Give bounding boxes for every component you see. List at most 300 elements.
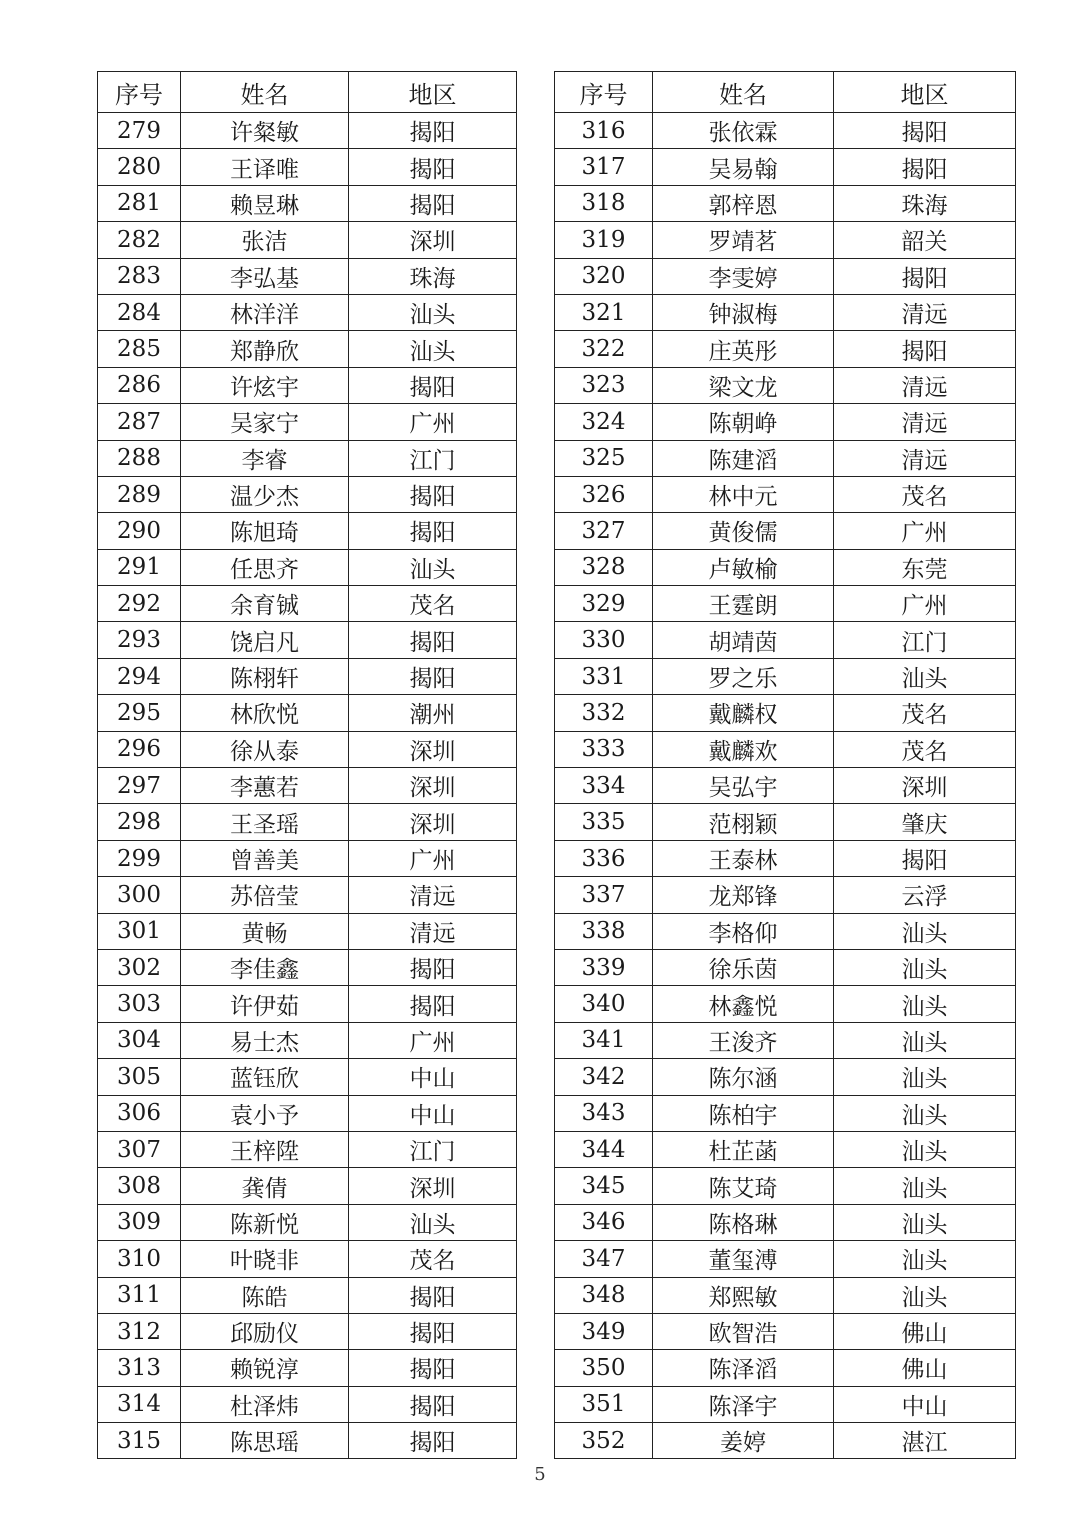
cell-region: 韶关 [834,222,1016,258]
cell-region: 揭阳 [349,622,517,658]
cell-region: 汕头 [349,294,517,330]
table-row [555,294,1016,330]
table-header-row [98,72,517,113]
cell-number: 351 [555,1386,653,1422]
cell-region: 揭阳 [349,149,517,185]
cell-number: 345 [555,1168,653,1204]
table-row [555,586,1016,622]
cell-number: 337 [555,877,653,913]
cell-region: 揭阳 [349,113,517,149]
cell-number: 343 [555,1095,653,1131]
cell-number: 308 [98,1168,181,1204]
cell-region: 揭阳 [349,1423,517,1459]
table-row [98,549,517,585]
cell-number: 283 [98,258,181,294]
cell-region: 揭阳 [834,331,1016,367]
table-row [555,949,1016,985]
cell-number: 329 [555,586,653,622]
cell-name: 罗靖茗 [653,222,834,258]
cell-region: 汕头 [834,949,1016,985]
cell-region: 潮州 [349,695,517,731]
table-row [98,294,517,330]
cell-region: 广州 [349,840,517,876]
table-row [98,986,517,1022]
cell-number: 325 [555,440,653,476]
table-row [555,731,1016,767]
cell-region: 清远 [834,440,1016,476]
cell-region: 中山 [349,1095,517,1131]
table-row [555,1386,1016,1422]
cell-region: 揭阳 [349,1313,517,1349]
cell-number: 301 [98,913,181,949]
table-row [555,804,1016,840]
cell-region: 汕头 [834,1095,1016,1131]
cell-number: 318 [555,185,653,221]
cell-name: 邱励仪 [181,1313,349,1349]
cell-number: 288 [98,440,181,476]
header-region: 地区 [349,72,517,113]
cell-name: 杜泽炜 [181,1386,349,1422]
table-row [98,695,517,731]
cell-number: 297 [98,768,181,804]
cell-name: 陈柏宇 [653,1095,834,1131]
cell-number: 334 [555,768,653,804]
cell-region: 揭阳 [349,185,517,221]
cell-region: 深圳 [834,768,1016,804]
cell-number: 315 [98,1423,181,1459]
cell-number: 313 [98,1350,181,1386]
cell-number: 302 [98,949,181,985]
cell-number: 350 [555,1350,653,1386]
cell-region: 佛山 [834,1350,1016,1386]
cell-name: 李佳鑫 [181,949,349,985]
cell-name: 梁文龙 [653,367,834,403]
cell-region: 茂名 [349,1241,517,1277]
cell-region: 揭阳 [349,367,517,403]
table-row [98,1423,517,1459]
cell-name: 陈艾琦 [653,1168,834,1204]
cell-name: 易士杰 [181,1022,349,1058]
cell-region: 揭阳 [349,476,517,512]
cell-name: 姜婷 [653,1423,834,1459]
cell-name: 陈皓 [181,1277,349,1313]
cell-region: 深圳 [349,804,517,840]
cell-number: 328 [555,549,653,585]
table-row [555,1131,1016,1167]
cell-region: 汕头 [834,913,1016,949]
header-region: 地区 [834,72,1016,113]
table-row [98,586,517,622]
cell-number: 284 [98,294,181,330]
cell-region: 深圳 [349,1168,517,1204]
cell-number: 332 [555,695,653,731]
cell-region: 揭阳 [834,149,1016,185]
cell-name: 林洋洋 [181,294,349,330]
table-row [555,1313,1016,1349]
cell-region: 茂名 [834,476,1016,512]
table-row [555,986,1016,1022]
cell-number: 342 [555,1059,653,1095]
table-row [555,622,1016,658]
table-row [555,440,1016,476]
cell-region: 汕头 [834,1277,1016,1313]
cell-number: 307 [98,1131,181,1167]
cell-region: 清远 [834,404,1016,440]
cell-number: 335 [555,804,653,840]
cell-region: 茂名 [834,731,1016,767]
cell-number: 311 [98,1277,181,1313]
table-row [555,1022,1016,1058]
cell-name: 陈思瑶 [181,1423,349,1459]
table-row [98,404,517,440]
table-row [98,1059,517,1095]
table-row [98,768,517,804]
cell-region: 揭阳 [834,258,1016,294]
cell-number: 338 [555,913,653,949]
table-row [98,622,517,658]
cell-number: 336 [555,840,653,876]
cell-region: 广州 [349,404,517,440]
page-number: 5 [534,1464,546,1485]
table-row [555,113,1016,149]
cell-name: 陈朝峥 [653,404,834,440]
table-row [555,768,1016,804]
table-row [98,1022,517,1058]
cell-region: 云浮 [834,877,1016,913]
table-row [555,258,1016,294]
cell-name: 董玺溥 [653,1241,834,1277]
cell-number: 280 [98,149,181,185]
table-row [98,113,517,149]
table-row [555,222,1016,258]
cell-region: 江门 [349,440,517,476]
cell-name: 李弘基 [181,258,349,294]
cell-number: 340 [555,986,653,1022]
table-row [555,185,1016,221]
cell-name: 钟淑梅 [653,294,834,330]
cell-name: 叶晓非 [181,1241,349,1277]
cell-name: 陈栩轩 [181,658,349,694]
cell-region: 揭阳 [349,949,517,985]
cell-region: 清远 [834,294,1016,330]
table-row [555,404,1016,440]
cell-number: 279 [98,113,181,149]
cell-number: 346 [555,1204,653,1240]
table-row [555,913,1016,949]
cell-number: 317 [555,149,653,185]
table-row [98,1313,517,1349]
cell-number: 323 [555,367,653,403]
cell-number: 298 [98,804,181,840]
cell-region: 汕头 [834,1131,1016,1167]
cell-name: 陈建滔 [653,440,834,476]
cell-region: 中山 [349,1059,517,1095]
cell-name: 郭梓恩 [653,185,834,221]
cell-number: 299 [98,840,181,876]
cell-name: 王梓陞 [181,1131,349,1167]
cell-number: 281 [98,185,181,221]
table-row [555,877,1016,913]
cell-name: 黄俊儒 [653,513,834,549]
table-row [98,1241,517,1277]
cell-name: 曾善美 [181,840,349,876]
cell-name: 张依霖 [653,113,834,149]
cell-region: 汕头 [834,1204,1016,1240]
cell-name: 王泰林 [653,840,834,876]
table-row [98,222,517,258]
cell-region: 湛江 [834,1423,1016,1459]
cell-region: 汕头 [349,549,517,585]
table-row [555,331,1016,367]
cell-name: 李睿 [181,440,349,476]
cell-region: 揭阳 [349,658,517,694]
cell-number: 330 [555,622,653,658]
cell-number: 295 [98,695,181,731]
table-row [555,1168,1016,1204]
cell-region: 肇庆 [834,804,1016,840]
cell-number: 349 [555,1313,653,1349]
cell-name: 黄畅 [181,913,349,949]
table-row [555,1350,1016,1386]
header-name: 姓名 [181,72,349,113]
cell-name: 林中元 [653,476,834,512]
cell-name: 罗之乐 [653,658,834,694]
table-row [98,185,517,221]
cell-region: 揭阳 [834,840,1016,876]
cell-number: 333 [555,731,653,767]
cell-number: 294 [98,658,181,694]
cell-name: 戴麟权 [653,695,834,731]
table-row [98,258,517,294]
cell-number: 303 [98,986,181,1022]
cell-name: 赖昱琳 [181,185,349,221]
cell-name: 陈尔涵 [653,1059,834,1095]
cell-region: 深圳 [349,222,517,258]
cell-region: 揭阳 [349,1386,517,1422]
table-row [98,1277,517,1313]
cell-region: 茂名 [834,695,1016,731]
cell-number: 319 [555,222,653,258]
cell-region: 汕头 [834,1022,1016,1058]
cell-number: 312 [98,1313,181,1349]
cell-number: 310 [98,1241,181,1277]
cell-number: 304 [98,1022,181,1058]
cell-number: 352 [555,1423,653,1459]
cell-region: 汕头 [834,1168,1016,1204]
cell-number: 290 [98,513,181,549]
cell-name: 龚倩 [181,1168,349,1204]
cell-number: 306 [98,1095,181,1131]
cell-region: 汕头 [834,1241,1016,1277]
cell-region: 珠海 [834,185,1016,221]
cell-number: 339 [555,949,653,985]
cell-name: 袁小予 [181,1095,349,1131]
table-row [555,367,1016,403]
table-row [555,1241,1016,1277]
cell-number: 282 [98,222,181,258]
cell-name: 陈旭琦 [181,513,349,549]
cell-name: 陈新悦 [181,1204,349,1240]
cell-name: 欧智浩 [653,1313,834,1349]
cell-number: 344 [555,1131,653,1167]
table-row [555,149,1016,185]
cell-number: 287 [98,404,181,440]
roster-table-left [97,71,517,1459]
table-row [555,549,1016,585]
table-row [555,1423,1016,1459]
cell-number: 331 [555,658,653,694]
table-row [98,1386,517,1422]
table-row [98,149,517,185]
cell-name: 戴麟欢 [653,731,834,767]
table-row [98,440,517,476]
cell-name: 苏倍莹 [181,877,349,913]
cell-number: 320 [555,258,653,294]
table-row [98,1204,517,1240]
cell-region: 揭阳 [349,986,517,1022]
table-row [555,695,1016,731]
cell-region: 揭阳 [349,1350,517,1386]
cell-name: 李格仰 [653,913,834,949]
cell-region: 汕头 [834,658,1016,694]
cell-name: 郑静欣 [181,331,349,367]
cell-name: 王浚齐 [653,1022,834,1058]
cell-number: 314 [98,1386,181,1422]
cell-name: 张洁 [181,222,349,258]
header-name: 姓名 [653,72,834,113]
table-row [555,1095,1016,1131]
cell-region: 广州 [834,586,1016,622]
cell-region: 揭阳 [834,113,1016,149]
cell-name: 徐从泰 [181,731,349,767]
cell-region: 汕头 [834,986,1016,1022]
table-row [98,840,517,876]
cell-name: 吴家宁 [181,404,349,440]
header-number: 序号 [98,72,181,113]
cell-name: 吴易翰 [653,149,834,185]
cell-name: 陈格琳 [653,1204,834,1240]
table-row [98,1095,517,1131]
cell-number: 300 [98,877,181,913]
table-row [98,331,517,367]
table-row [98,476,517,512]
roster-table-right [554,71,1016,1459]
cell-region: 中山 [834,1386,1016,1422]
cell-name: 范栩颖 [653,804,834,840]
table-row [555,1059,1016,1095]
cell-region: 珠海 [349,258,517,294]
cell-name: 余育铖 [181,586,349,622]
table-row [555,513,1016,549]
cell-name: 蓝钰欣 [181,1059,349,1095]
table-row [98,367,517,403]
cell-region: 江门 [349,1131,517,1167]
table-row [98,1350,517,1386]
table-row [98,658,517,694]
table-row [555,1204,1016,1240]
cell-region: 揭阳 [349,513,517,549]
table-header-row [555,72,1016,113]
table-row [555,476,1016,512]
table-row [98,1168,517,1204]
cell-number: 309 [98,1204,181,1240]
cell-name: 龙郑锋 [653,877,834,913]
cell-number: 347 [555,1241,653,1277]
cell-number: 348 [555,1277,653,1313]
cell-number: 327 [555,513,653,549]
table-row [98,877,517,913]
cell-name: 吴弘宇 [653,768,834,804]
cell-number: 326 [555,476,653,512]
cell-name: 陈泽滔 [653,1350,834,1386]
cell-name: 胡靖茵 [653,622,834,658]
cell-number: 322 [555,331,653,367]
cell-region: 广州 [834,513,1016,549]
cell-name: 徐乐茵 [653,949,834,985]
table-row [555,658,1016,694]
cell-number: 286 [98,367,181,403]
table-row [555,1277,1016,1313]
cell-name: 许炫宇 [181,367,349,403]
cell-name: 郑熙敏 [653,1277,834,1313]
cell-name: 杜芷菡 [653,1131,834,1167]
cell-number: 324 [555,404,653,440]
cell-number: 285 [98,331,181,367]
cell-name: 温少杰 [181,476,349,512]
cell-number: 289 [98,476,181,512]
cell-name: 赖锐淳 [181,1350,349,1386]
table-row [98,913,517,949]
cell-name: 王圣瑶 [181,804,349,840]
cell-number: 316 [555,113,653,149]
cell-name: 卢敏榆 [653,549,834,585]
cell-region: 茂名 [349,586,517,622]
cell-region: 东莞 [834,549,1016,585]
cell-name: 李蕙若 [181,768,349,804]
cell-name: 陈泽宇 [653,1386,834,1422]
table-row [98,1131,517,1167]
cell-region: 清远 [349,877,517,913]
cell-name: 许粲敏 [181,113,349,149]
cell-number: 341 [555,1022,653,1058]
table-row [555,840,1016,876]
cell-name: 王译唯 [181,149,349,185]
cell-name: 许伊茹 [181,986,349,1022]
cell-region: 深圳 [349,768,517,804]
cell-number: 292 [98,586,181,622]
cell-region: 汕头 [349,331,517,367]
cell-region: 广州 [349,1022,517,1058]
cell-number: 296 [98,731,181,767]
cell-region: 揭阳 [349,1277,517,1313]
cell-region: 深圳 [349,731,517,767]
cell-region: 江门 [834,622,1016,658]
cell-name: 王霆朗 [653,586,834,622]
cell-region: 汕头 [834,1059,1016,1095]
cell-name: 任思齐 [181,549,349,585]
table-row [98,804,517,840]
cell-region: 汕头 [349,1204,517,1240]
table-row [98,513,517,549]
cell-name: 庄英彤 [653,331,834,367]
cell-name: 林鑫悦 [653,986,834,1022]
cell-name: 饶启凡 [181,622,349,658]
cell-region: 清远 [349,913,517,949]
cell-number: 321 [555,294,653,330]
table-row [98,949,517,985]
cell-number: 305 [98,1059,181,1095]
cell-name: 林欣悦 [181,695,349,731]
